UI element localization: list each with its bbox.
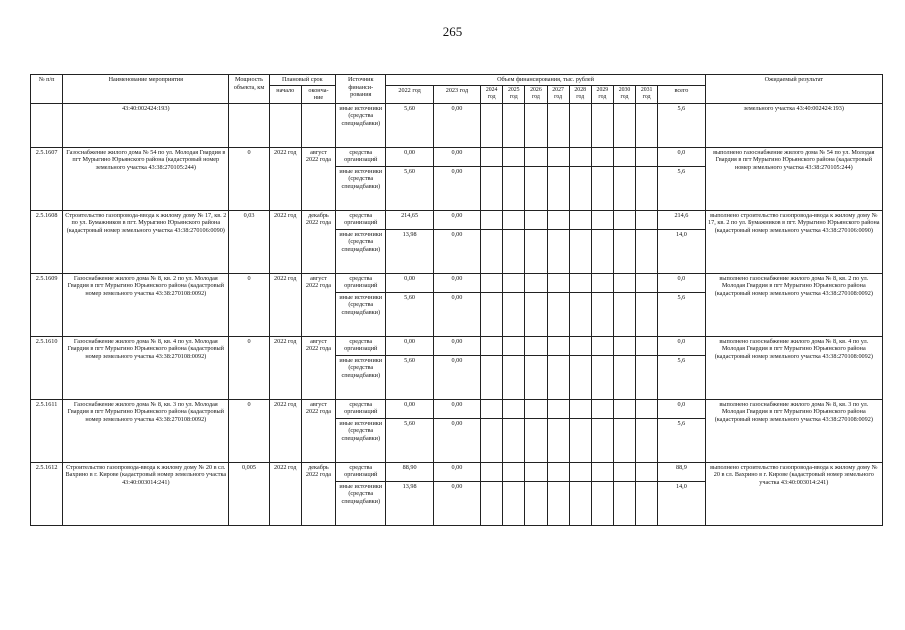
row-org-2022: 0,00 (386, 273, 433, 292)
row-number: 2.5.1612 (31, 462, 63, 525)
row-other-2023: 0,00 (433, 481, 480, 525)
row-org-total: 88,9 (658, 462, 705, 481)
table-row (31, 147, 883, 166)
row-other-2023: 0,00 (433, 292, 480, 336)
row-org-2022: 0,00 (386, 147, 433, 166)
continuation-result: земельного участка 43:40:002424:193) (705, 103, 882, 147)
table-row (31, 210, 883, 229)
row-other-2023: 0,00 (433, 418, 480, 462)
header-2031: 2031 год (636, 85, 658, 103)
row-org-total: 0,0 (658, 273, 705, 292)
row-org-total: 214,6 (658, 210, 705, 229)
header-2023: 2023 год (433, 85, 480, 103)
row-measure-name: Строительство газопровода-ввода к жилому дому № 20 в сл. Вахрино в г. Кирове (кадастровый номер земельного участка 43:40:003014:241) (63, 462, 229, 525)
financing-table (30, 74, 883, 526)
row-expected-result: выполнено газоснабжение жилого дома № 8, кв. 2 по ул. Молодая Гвардия в пгт Мурыгино Юрьянского района (кадастровый номер земельного участка 43:38:270108:0092) (705, 273, 882, 336)
row-org-total: 0,0 (658, 399, 705, 418)
continuation-row (31, 103, 883, 147)
row-source-other: иные источники (средства спецнадбавки) (336, 166, 386, 210)
row-other-2023: 0,00 (433, 355, 480, 399)
continuation-2023: 0,00 (433, 103, 480, 147)
row-other-total: 14,0 (658, 481, 705, 525)
header-end: оконча-ние (301, 85, 335, 103)
row-start: 2022 год (269, 399, 301, 462)
row-expected-result: выполнено строительство газопровода-ввода к жилому дому № 20 в сл. Вахрино в г. Кирове (кадастровый номер земельного участка 43:40:003014:241) (705, 462, 882, 525)
row-source-organizations: средства организаций (336, 147, 386, 166)
row-org-total: 0,0 (658, 147, 705, 166)
header-2029: 2029 год (591, 85, 613, 103)
row-org-2023: 0,00 (433, 147, 480, 166)
row-start: 2022 год (269, 336, 301, 399)
row-number: 2.5.1609 (31, 273, 63, 336)
row-measure-name: Строительство газопровода-ввода к жилому дому № 17, кв. 2 по ул. Бумажников в пгт. Мурыгино Юрьянского района (кадастровый номер земельного участка 43:38:270106:0090) (63, 210, 229, 273)
row-org-2023: 0,00 (433, 462, 480, 481)
continuation-source: иные источники (средства спецнадбавки) (336, 103, 386, 147)
header-2024: 2024 год (481, 85, 503, 103)
row-end: декабрь 2022 года (301, 462, 335, 525)
row-end: август 2022 года (301, 147, 335, 210)
continuation-name: 43:40:002424:193) (63, 103, 229, 147)
row-org-2022: 88,90 (386, 462, 433, 481)
row-capacity: 0 (229, 399, 269, 462)
header-plan-term: Плановый срок (269, 75, 335, 86)
row-other-2022: 5,60 (386, 418, 433, 462)
table-row (31, 273, 883, 292)
row-other-total: 5,6 (658, 292, 705, 336)
row-measure-name: Газоснабжение жилого дома № 8, кв. 2 по ул. Молодая Гвардия в пгт Мурыгино Юрьянского района (кадастровый номер земельного участка 43:38:270108:0092) (63, 273, 229, 336)
row-other-total: 5,6 (658, 418, 705, 462)
page-number: 265 (442, 24, 463, 39)
row-capacity: 0,005 (229, 462, 269, 525)
row-number: 2.5.1608 (31, 210, 63, 273)
row-other-2022: 5,60 (386, 355, 433, 399)
row-org-2023: 0,00 (433, 336, 480, 355)
row-source-organizations: средства организаций (336, 462, 386, 481)
row-org-2022: 0,00 (386, 399, 433, 418)
row-source-other: иные источники (средства спецнадбавки) (336, 229, 386, 273)
row-org-2023: 0,00 (433, 273, 480, 292)
table-row (31, 462, 883, 481)
header-row-1 (31, 75, 883, 86)
row-expected-result: выполнено газоснабжение жилого дома № 8, кв. 4 по ул. Молодая Гвардия в пгт Мурыгино Юрьянского района (кадастровый номер земельного участка 43:38:270108:0092) (705, 336, 882, 399)
row-end: декабрь 2022 года (301, 210, 335, 273)
row-other-total: 14,0 (658, 229, 705, 273)
row-expected-result: выполнено строительство газопровода-ввода к жилому дому № 17, кв. 2 по ул. Бумажников в пгт. Мурыгино Юрьянского района (кадастровый номер земельного участка 43:38:270106:0090) (705, 210, 882, 273)
row-measure-name: Газоснабжение жилого дома № 8, кв. 3 по ул. Молодая Гвардия в пгт Мурыгино Юрьянского района (кадастровый номер земельного участка 43:38:270108:0092) (63, 399, 229, 462)
row-start: 2022 год (269, 147, 301, 210)
row-other-2022: 13,98 (386, 229, 433, 273)
row-end: август 2022 года (301, 273, 335, 336)
row-other-2023: 0,00 (433, 229, 480, 273)
row-end: август 2022 года (301, 399, 335, 462)
row-source-other: иные источники (средства спецнадбавки) (336, 481, 386, 525)
row-end: август 2022 года (301, 336, 335, 399)
header-2022: 2022 год (386, 85, 433, 103)
row-source-other: иные источники (средства спецнадбавки) (336, 418, 386, 462)
row-capacity: 0 (229, 336, 269, 399)
header-total: всего (658, 85, 705, 103)
header-result: Ожидаемый результат (705, 75, 882, 104)
row-other-2022: 13,98 (386, 481, 433, 525)
row-org-total: 0,0 (658, 336, 705, 355)
row-capacity: 0 (229, 273, 269, 336)
header-name: Наименование мероприятия (63, 75, 229, 104)
row-measure-name: Газоснабжение жилого дома № 54 по ул. Молодая Гвардия в пгт Мурыгино Юрьянского района (кадастровый номер земельного участка 43:38:270105:244) (63, 147, 229, 210)
header-capacity: Мощность объекта, км (229, 75, 269, 104)
table-row (31, 399, 883, 418)
row-number: 2.5.1607 (31, 147, 63, 210)
row-other-total: 5,6 (658, 166, 705, 210)
row-number: 2.5.1611 (31, 399, 63, 462)
row-expected-result: выполнено газоснабжение жилого дома № 54 по ул. Молодая Гвардия в пгт Мурыгино Юрьянского района (кадастровый номер земельного участка 43:38:270105:244) (705, 147, 882, 210)
row-start: 2022 год (269, 273, 301, 336)
header-start: начало (269, 85, 301, 103)
row-other-2023: 0,00 (433, 166, 480, 210)
continuation-2022: 5,60 (386, 103, 433, 147)
header-2028: 2028 год (569, 85, 591, 103)
row-other-total: 5,6 (658, 355, 705, 399)
row-other-2022: 5,60 (386, 166, 433, 210)
row-capacity: 0,03 (229, 210, 269, 273)
header-2026: 2026 год (525, 85, 547, 103)
row-source-organizations: средства организаций (336, 210, 386, 229)
row-number: 2.5.1610 (31, 336, 63, 399)
table-row (31, 336, 883, 355)
header-2030: 2030 год (613, 85, 635, 103)
row-source-other: иные источники (средства спецнадбавки) (336, 355, 386, 399)
header-volume: Объем финансирования, тыс. рублей (386, 75, 705, 86)
row-source-organizations: средства организаций (336, 336, 386, 355)
row-org-2022: 0,00 (386, 336, 433, 355)
header-num: № п/п (31, 75, 63, 104)
row-measure-name: Газоснабжение жилого дома № 8, кв. 4 по ул. Молодая Гвардия в пгт Мурыгино Юрьянского района (кадастровый номер земельного участка 43:38:270108:0092) (63, 336, 229, 399)
row-source-organizations: средства организаций (336, 273, 386, 292)
row-org-2023: 0,00 (433, 399, 480, 418)
row-org-2023: 0,00 (433, 210, 480, 229)
row-capacity: 0 (229, 147, 269, 210)
row-expected-result: выполнено газоснабжение жилого дома № 8, кв. 3 по ул. Молодая Гвардия в пгт Мурыгино Юрьянского района (кадастровый номер земельного участка 43:38:270108:0092) (705, 399, 882, 462)
header-2027: 2027 год (547, 85, 569, 103)
row-other-2022: 5,60 (386, 292, 433, 336)
row-start: 2022 год (269, 462, 301, 525)
header-2025: 2025 год (503, 85, 525, 103)
row-org-2022: 214,65 (386, 210, 433, 229)
row-start: 2022 год (269, 210, 301, 273)
continuation-total: 5,6 (658, 103, 705, 147)
row-source-other: иные источники (средства спецнадбавки) (336, 292, 386, 336)
row-source-organizations: средства организаций (336, 399, 386, 418)
header-source: Источник финанси-рования (336, 75, 386, 104)
